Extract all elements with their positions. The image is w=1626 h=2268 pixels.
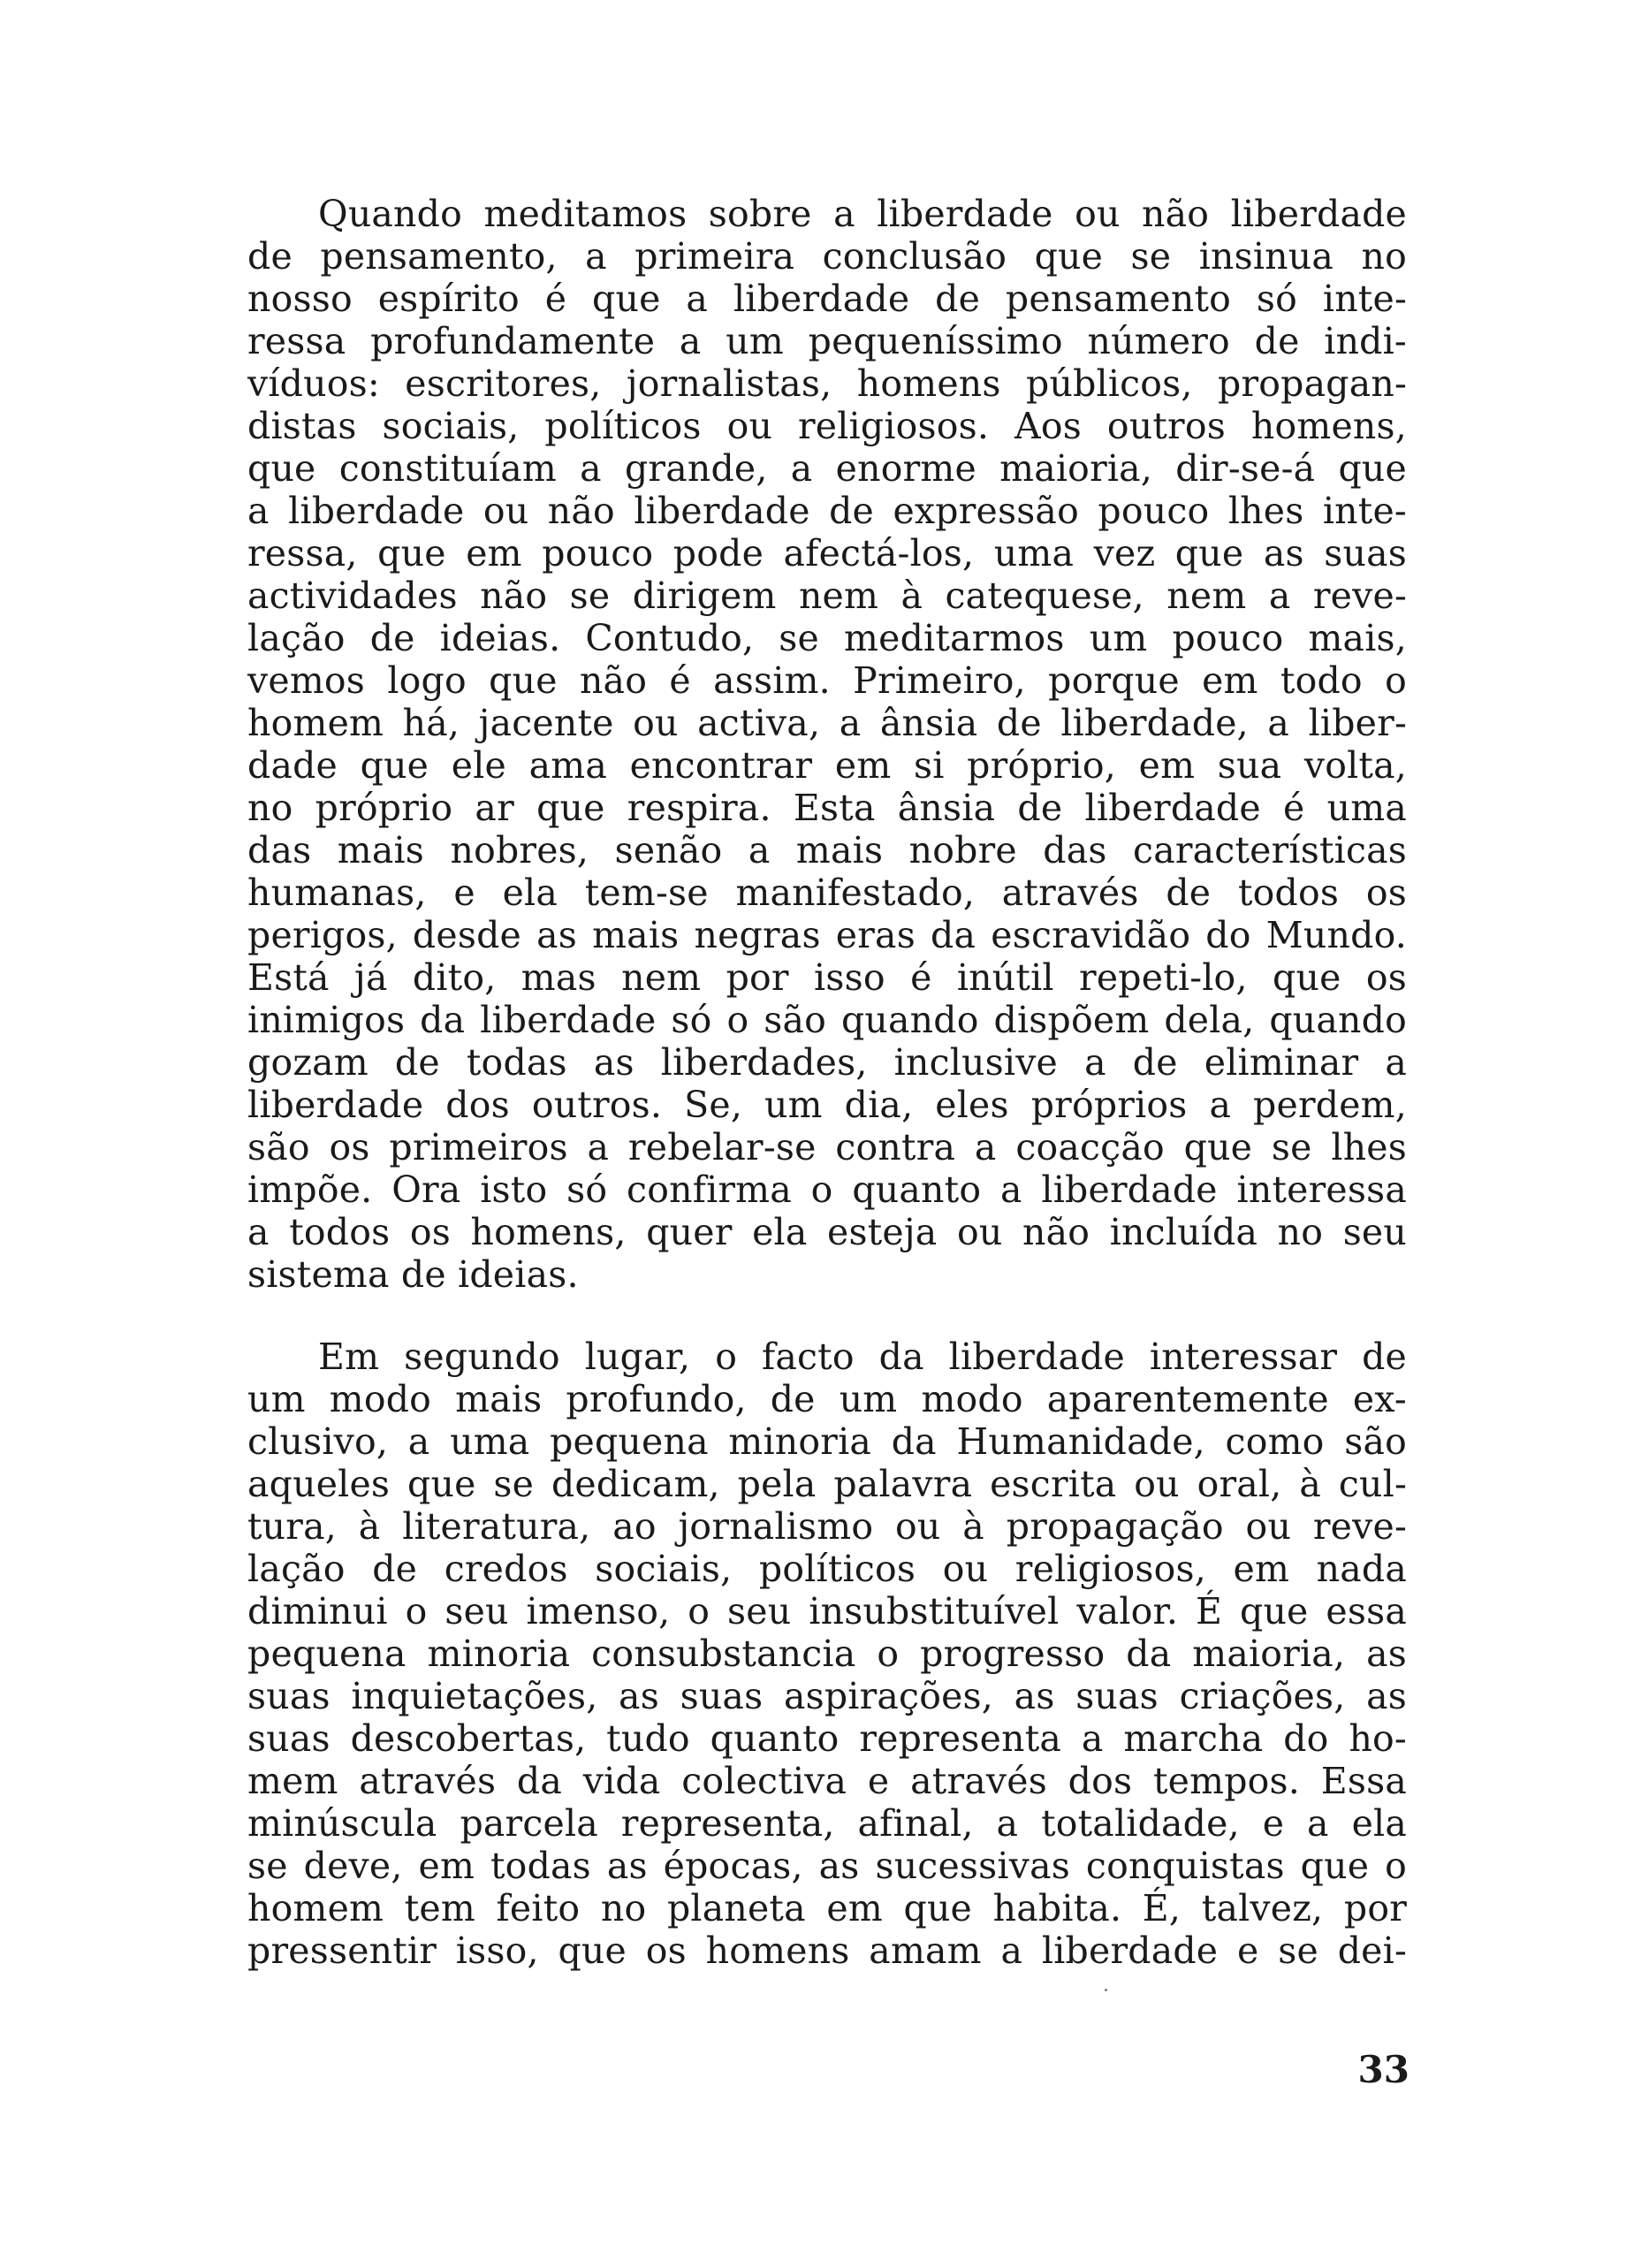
text-line: lação de credos sociais, políticos ou religiosos, em nada [247,1548,1407,1590]
text-line: minúscula parcela representa, afinal, a totalidade, e a ela [247,1802,1407,1845]
text-line: pequena minoria consubstancia o progresso da maioria, as [247,1633,1407,1675]
text-line: um modo mais profundo, de um modo aparentemente ex- [247,1378,1407,1420]
text-line: impõe. Ora isto só confirma o quanto a liberdade interessa [247,1168,1407,1211]
paragraph-gap [247,1296,1407,1336]
text-line: tura, à literatura, ao jornalismo ou à propagação ou reve- [247,1505,1407,1548]
page-number: 33 [1357,2048,1409,2091]
text-line: homem há, jacente ou activa, a ânsia de liberdade, a liber- [247,702,1407,744]
text-line: Quando meditamos sobre a liberdade ou não liberdade [318,193,1407,235]
text-line: são os primeiros a rebelar-se contra a coacção que se lhes [247,1126,1407,1168]
text-line: que constituíam a grande, a enorme maioria, dir-se-á que [247,447,1407,490]
body-text [247,193,1407,1972]
text-line: Em segundo lugar, o facto da liberdade interessar de [318,1336,1407,1378]
text-line: suas inquietações, as suas aspirações, as suas criações, as [247,1675,1407,1717]
text-line: humanas, e ela tem-se manifestado, através de todos os [247,871,1407,914]
text-line: liberdade dos outros. Se, um dia, eles próprios a perdem, [247,1084,1407,1126]
text-line: actividades não se dirigem nem à catequese, nem a reve- [247,575,1407,617]
text-line: suas descobertas, tudo quanto representa a marcha do ho- [247,1717,1407,1760]
text-line: no próprio ar que respira. Esta ânsia de liberdade é uma [247,787,1407,829]
text-line: aqueles que se dedicam, pela palavra escrita ou oral, à cul- [247,1463,1407,1505]
text-line: ressa, que em pouco pode afectá-los, uma vez que as suas [247,532,1407,575]
text-line: diminui o seu imenso, o seu insubstituível valor. É que essa [247,1590,1407,1633]
text-line: inimigos da liberdade só o são quando dispõem dela, quando [247,999,1407,1041]
text-line: distas sociais, políticos ou religiosos. Aos outros homens, [247,405,1407,447]
text-line: ressa profundamente a um pequeníssimo número de indi- [247,320,1407,362]
text-line: nosso espírito é que a liberdade de pensamento só inte- [247,278,1407,320]
text-line: sistema de ideias. [247,1253,579,1296]
text-line: dade que ele ama encontrar em si próprio, em sua volta, [247,744,1407,787]
paragraph-2 [247,1336,1407,1972]
text-line: homem tem feito no planeta em que habita. É, talvez, por [247,1887,1407,1929]
text-line: Está já dito, mas nem por isso é inútil repeti-lo, que os [247,956,1407,999]
text-line: perigos, desde as mais negras eras da escravidão do Mundo. [247,914,1407,956]
text-line: mem através da vida colectiva e através dos tempos. Essa [247,1760,1407,1802]
text-line: gozam de todas as liberdades, inclusive a de eliminar a [247,1041,1407,1084]
text-line: pressentir isso, que os homens amam a liberdade e se dei- [247,1929,1407,1972]
text-line: se deve, em todas as épocas, as sucessivas conquistas que o [247,1845,1407,1887]
text-line: das mais nobres, senão a mais nobre das características [247,829,1407,871]
text-line: lação de ideias. Contudo, se meditarmos um pouco mais, [247,617,1407,659]
print-speck [1105,1989,1107,1991]
paragraph-1 [247,193,1407,1296]
text-line: a todos os homens, quer ela esteja ou não incluída no seu [247,1211,1407,1253]
text-line: víduos: escritores, jornalistas, homens públicos, propagan- [247,362,1407,405]
text-line: a liberdade ou não liberdade de expressão pouco lhes inte- [247,490,1407,532]
text-line: de pensamento, a primeira conclusão que se insinua no [247,235,1407,278]
text-line: clusivo, a uma pequena minoria da Humanidade, como são [247,1420,1407,1463]
text-line: vemos logo que não é assim. Primeiro, porque em todo o [247,659,1407,702]
